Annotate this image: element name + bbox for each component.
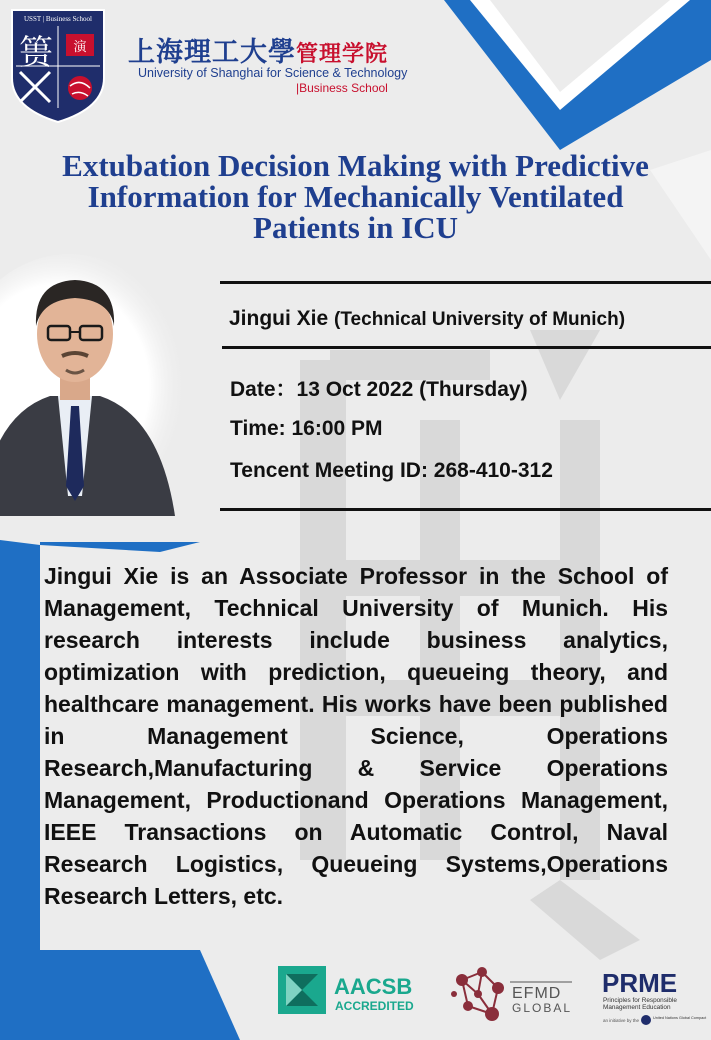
- university-crest-logo: [10, 8, 106, 124]
- svg-text:篑: 篑: [19, 33, 53, 73]
- svg-text:PRME: PRME: [602, 968, 678, 998]
- svg-text:an initiative by the: an initiative by the: [603, 1018, 640, 1023]
- svg-text:演: 演: [73, 40, 87, 55]
- speaker-affiliation: (Technical University of Munich): [334, 309, 626, 330]
- school-unit-chinese: 管理学院: [296, 42, 389, 67]
- speaker-line: [229, 307, 625, 331]
- svg-text:AACSB: AACSB: [334, 974, 413, 999]
- divider-top: [220, 281, 711, 284]
- talk-title: [0, 150, 711, 243]
- svg-text:GLOBAL: GLOBAL: [512, 1001, 573, 1015]
- prme-logo: [602, 968, 707, 1028]
- school-name-chinese: 上海理工大學管理学院: [128, 37, 389, 68]
- title-line-3: Patients in ICU: [253, 210, 458, 245]
- svg-text:EFMD: EFMD: [512, 985, 562, 1002]
- school-unit-english: |Business School: [296, 81, 388, 95]
- aacsb-accredited-logo: [278, 964, 418, 1016]
- svg-text:USST | Business School: USST | Business School: [24, 15, 92, 23]
- meeting-id: Tencent Meeting ID: 268-410-312: [230, 459, 553, 482]
- svg-text:Management Education: Management Education: [603, 1004, 671, 1011]
- event-time: Time: 16:00 PM: [230, 417, 383, 440]
- title-line-1: Extubation Decision Making with Predictive: [62, 148, 649, 183]
- speaker-photo: [0, 256, 190, 516]
- speaker-bio: Jingui Xie is an Associate Professor in the School of Management, Technical University of Munich. His research interests include business analytics, optimization with prediction, queueing theory, and healthcare management. His works have been published in Management Science, Operations Research,Manufacturing & Service Operations Management, Productionand Operations Management, IEEE Transactions on Automatic Control, Naval Research Logistics, Queueing Systems,Operations Research Letters, etc.: [44, 563, 668, 909]
- event-date: Date：13 Oct 2022 (Thursday): [230, 378, 528, 401]
- divider-bottom: [220, 508, 711, 511]
- svg-text:ACCREDITED: ACCREDITED: [335, 999, 414, 1013]
- svg-text:Principles for Responsible: Principles for Responsible: [603, 997, 677, 1004]
- divider-middle: [222, 346, 711, 349]
- school-name-english: University of Shanghai for Science & Technology: [138, 66, 408, 80]
- title-line-2: Information for Mechanically Ventilated: [87, 179, 624, 214]
- svg-text:United Nations Global Compact: United Nations Global Compact: [653, 1016, 707, 1020]
- speaker-name: Jingui Xie: [229, 307, 329, 330]
- efmd-global-logo: [448, 962, 574, 1026]
